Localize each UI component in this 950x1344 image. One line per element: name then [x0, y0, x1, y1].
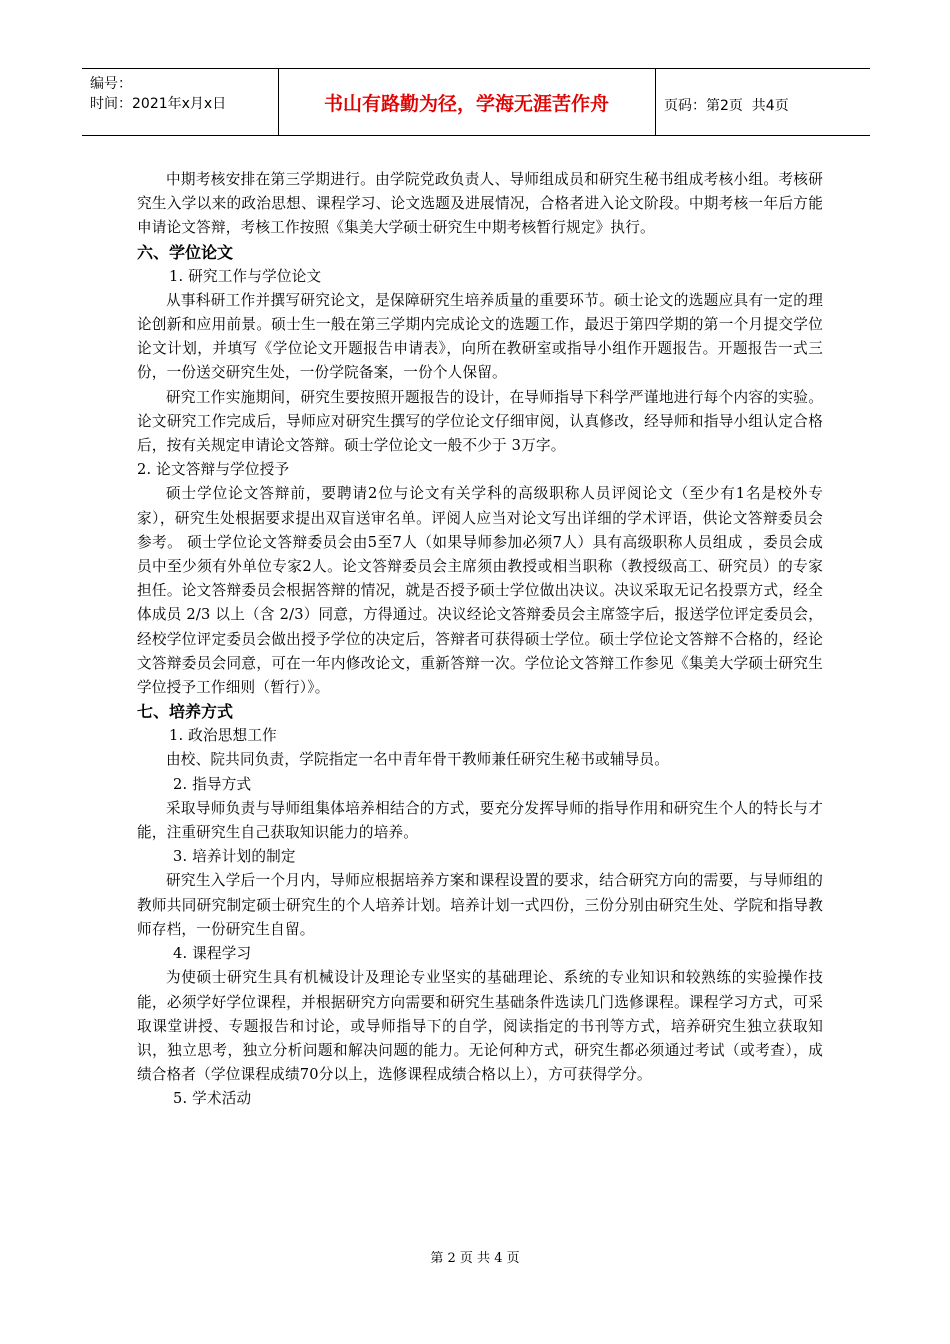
paragraph-research-work: 研究工作实施期间，研究生要按照开题报告的设计，在导师指导下科学严谨地进行每个内容的实验。论文研究工作完成后，导师应对研究生撰写的学位论文仔细审阅，认真修改，经导师和指导小组认定合格后，按有关规定申请论文答辩。硕士学位论文一般不少于 3万字。: [137, 388, 823, 455]
subsection-academic-activities: 5. 学术活动: [173, 1090, 252, 1108]
paragraph-guidance: 采取导师负责与导师组集体培养相结合的方式，要充分发挥导师的指导作用和研究生个人的特长与才能，注重研究生自己获取知识能力的培养。: [137, 799, 823, 842]
paragraph-thesis-topic: 从事科研工作并撰写研究论文，是保障研究生培养质量的重要环节。硕士论文的选题应具有一定的理论创新和应用前景。硕士生一般在第三学期内完成论文的选题工作，最迟于第四学期的第一个月提交学位论文计划，并填写《学位论文开题报告申请表》，向所在教研室或指导小组作开题报告。开题报告一式三份，一份送交研究生处，一份学院备案，一份个人保留。: [137, 291, 823, 382]
section-heading-training: 七、培养方式: [137, 702, 234, 722]
paragraph-training-plan: 研究生入学后一个月内，导师应根据培养方案和课程设置的要求，结合研究方向的需要，与导师组的教师共同研究制定硕士研究生的个人培养计划。培养计划一式四份，三份分别由研究生处、学院和指导教师存档，一份研究生自留。: [137, 872, 823, 938]
subsection-research-thesis: 1. 研究工作与学位论文: [169, 267, 322, 285]
paragraph-political-work: 由校、院共同负责，学院指定一名中青年骨干教师兼任研究生秘书或辅导员。: [166, 751, 669, 769]
paragraph-defense: 硕士学位论文答辩前，要聘请2位与论文有关学科的高级职称人员评阅论文（至少有1名是校外专家），研究生处根据要求提出双盲送审名单。评阅人应当对论文写出详细的学术评语，供论文答辩委员会参考。 硕士学位论文答辩委员会由5至7人（如果导师参加必须7人）具有高级职称人员组成 ，委员会成员中至少须有外单位专家2人。论文答辩委员会主席须由教授或相当职称（教授级高工、研究员）的专家担任。论文答辩委员会根据答辩的情况，就是否授予硕士学位做出决议。决议采取无记名投票方式，经全体成员 2/3 以上（含 2/3）同意，方得通过。决议经论文答辩委员会主席签字后，报送学位评定委员会，经校学位评定委员会做出授予学位的决定后，答辩者可获得硕士学位。硕士学位论文答辩不合格的，经论文答辩委员会同意，可在一年内修改论文，重新答辩一次。学位论文答辩工作参见《集美大学硕士研究生学位授予工作细则（暂行）》。: [137, 485, 823, 697]
page-header: [82, 68, 870, 136]
subsection-guidance: 2. 指导方式: [173, 775, 252, 793]
document-body: [137, 168, 823, 1112]
document-date-label: 时间：2021年x月x日: [90, 96, 227, 112]
header-divider: [655, 69, 656, 135]
header-meta: [82, 69, 278, 135]
header-motto: 书山有路勤为径，学海无涯苦作舟: [323, 92, 609, 115]
document-number-label: 编号：: [90, 76, 132, 92]
subsection-political-work: 1. 政治思想工作: [169, 727, 277, 745]
header-page-number: 页码：第2页 共4页: [664, 98, 789, 114]
subsection-coursework: 4. 课程学习: [173, 945, 252, 963]
page-footer: 第 2 页 共 4 页: [430, 1251, 520, 1266]
paragraph-coursework: 为使硕士研究生具有机械设计及理论专业坚实的基础理论、系统的专业知识和较熟练的实验操作技能，必须学好学位课程，并根据研究方向需要和研究生基础条件选读几门选修课程。课程学习方式，可采取课堂讲授、专题报告和讨论，或导师指导下的自学，阅读指定的书刊等方式，培养研究生独立获取知识，独立思考，独立分析问题和解决问题的能力。无论何种方式，研究生都必须通过考试（或考查），成绩合格者（学位课程成绩70分以上，选修课程成绩合格以上），方可获得学分。: [137, 969, 823, 1084]
paragraph-midterm-review: 中期考核安排在第三学期进行。由学院党政负责人、导师组成员和研究生秘书组成考核小组。考核研究生入学以来的政治思想、课程学习、论文选题及进展情况，合格者进入论文阶段。中期考核一年后方能申请论文答辩，考核工作按照《集美大学硕士研究生中期考核暂行规定》执行。: [137, 171, 823, 237]
section-heading-thesis: 六、学位论文: [137, 242, 234, 262]
subsection-training-plan: 3. 培养计划的制定: [173, 848, 296, 866]
subsection-defense-degree: 2. 论文答辩与学位授予: [137, 461, 290, 479]
